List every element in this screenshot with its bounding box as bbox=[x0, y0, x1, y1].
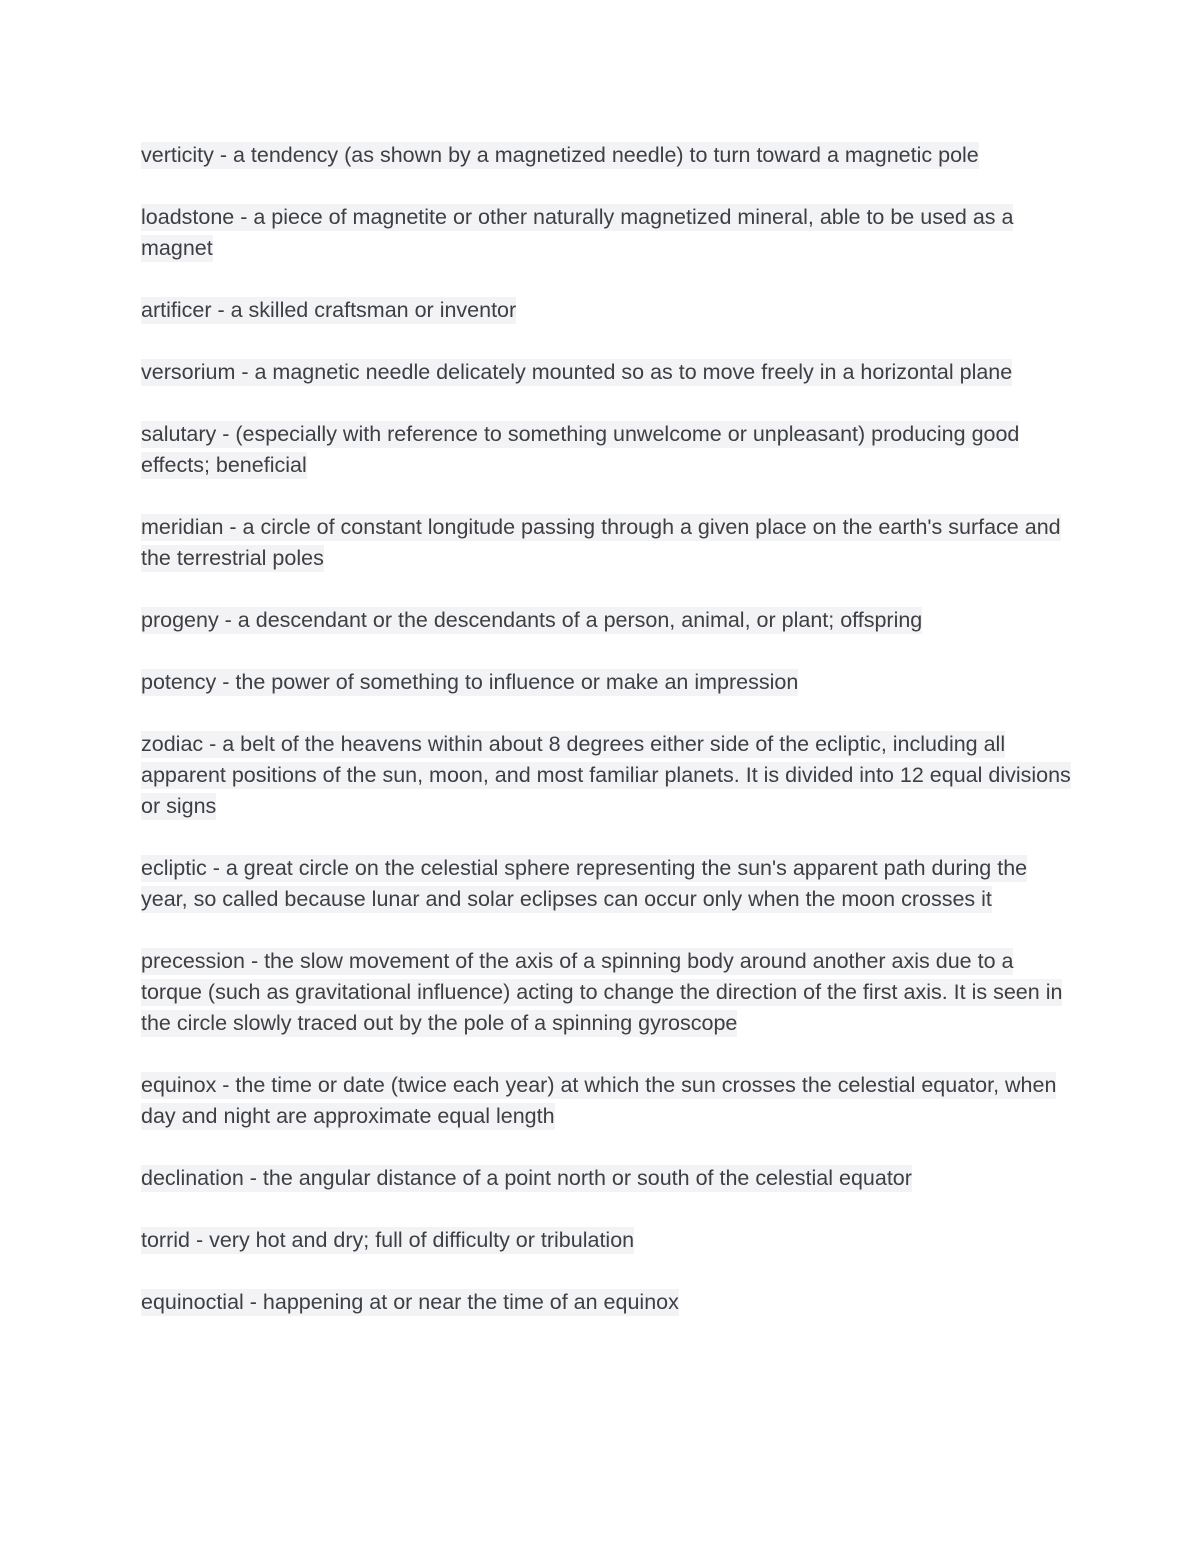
vocab-entry-meridian bbox=[141, 512, 1071, 574]
vocab-entry-equinox bbox=[141, 1070, 1071, 1132]
vocab-entry-loadstone bbox=[141, 202, 1071, 264]
entry-text: loadstone - a piece of magnetite or other naturally magnetized mineral, able to be used as a magnet bbox=[141, 205, 1014, 260]
entry-text: precession - the slow movement of the axis of a spinning body around another axis due to a torque (such as gravitational influence) acting to change the direction of the first axis. It is seen in the circle slowly traced out by the pole of a spinning gyroscope bbox=[141, 949, 1063, 1035]
vocab-entry-ecliptic bbox=[141, 853, 1071, 915]
entry-text: meridian - a circle of constant longitude passing through a given place on the earth's surface and the terrestrial poles bbox=[141, 515, 1061, 570]
vocab-entry-declination bbox=[141, 1163, 1071, 1194]
vocab-entry-versorium bbox=[141, 357, 1071, 388]
vocab-entry-equinoctial bbox=[141, 1287, 1071, 1318]
entry-text: versorium - a magnetic needle delicately mounted so as to move freely in a horizontal plane bbox=[141, 360, 1013, 384]
vocabulary-list bbox=[141, 140, 1071, 1349]
vocab-entry-zodiac bbox=[141, 729, 1071, 822]
entry-text: torrid - very hot and dry; full of difficulty or tribulation bbox=[141, 1228, 635, 1252]
vocab-entry-salutary bbox=[141, 419, 1071, 481]
entry-text: verticity - a tendency (as shown by a magnetized needle) to turn toward a magnetic pole bbox=[141, 143, 979, 167]
entry-text: potency - the power of something to influence or make an impression bbox=[141, 670, 799, 694]
vocab-entry-artificer bbox=[141, 295, 1071, 326]
entry-text: ecliptic - a great circle on the celestial sphere representing the sun's apparent path during the year, so called because lunar and solar eclipses can occur only when the moon crosses it bbox=[141, 856, 1028, 911]
entry-text: zodiac - a belt of the heavens within about 8 degrees either side of the ecliptic, including all apparent positions of the sun, moon, and most familiar planets. It is divided into 12 equal divisions or signs bbox=[141, 732, 1071, 818]
entry-text: artificer - a skilled craftsman or inventor bbox=[141, 298, 517, 322]
entry-text: declination - the angular distance of a point north or south of the celestial equator bbox=[141, 1166, 912, 1190]
vocab-entry-potency bbox=[141, 667, 1071, 698]
vocab-entry-precession bbox=[141, 946, 1071, 1039]
entry-text: equinoctial - happening at or near the time of an equinox bbox=[141, 1290, 679, 1314]
vocab-entry-verticity bbox=[141, 140, 1071, 171]
vocab-entry-progeny bbox=[141, 605, 1071, 636]
vocab-entry-torrid bbox=[141, 1225, 1071, 1256]
entry-text: progeny - a descendant or the descendants of a person, animal, or plant; offspring bbox=[141, 608, 923, 632]
entry-text: salutary - (especially with reference to something unwelcome or unpleasant) producing good effects; beneficial bbox=[141, 422, 1020, 477]
entry-text: equinox - the time or date (twice each year) at which the sun crosses the celestial equator, when day and night are approximate equal length bbox=[141, 1073, 1057, 1128]
